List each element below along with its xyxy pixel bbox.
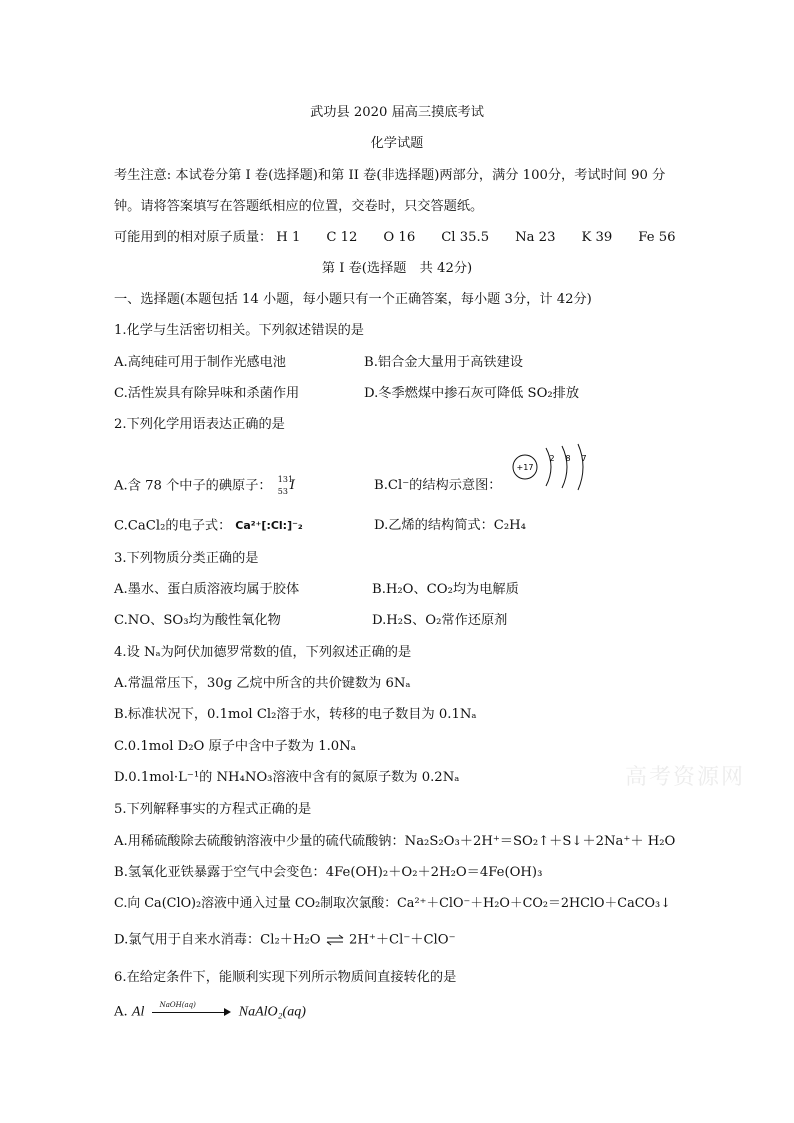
arrow-head-icon	[224, 1008, 231, 1016]
shell-1-electron-count: 2	[549, 454, 555, 463]
question-5-option-a: A.用稀硫酸除去硫酸钠溶液中少量的硫代硫酸钠：Na₂S₂O₃＋2H⁺＝SO₂↑＋S↓＋2Na⁺＋ H₂O	[114, 834, 676, 849]
question-5-option-c: C.向 Ca(ClO)₂溶液中通入过量 CO₂制取次氯酸：Ca²⁺＋ClO⁻＋H₂O＋CO₂＝2HClO＋CaCO₃↓	[114, 896, 671, 911]
question-1-option-a: A.高纯硅可用于制作光感电池	[114, 355, 286, 370]
section-heading: 一、选择题(本题包括 14 小题，每小题只有一个正确答案，每小题 3分，计 42分)	[114, 292, 592, 307]
atomic-mass-item: Fe 56	[638, 230, 676, 245]
question-2-option-d: D.乙烯的结构简式：C₂H₄	[374, 518, 526, 533]
question-6-option-a-label: A.	[114, 1004, 128, 1020]
isotope-atomic-number: 53	[277, 487, 288, 496]
reaction-product: NaAlO₂(aq)	[238, 1004, 306, 1020]
question-1-stem: 1.化学与生活密切相关。下列叙述错误的是	[114, 323, 364, 338]
question-4-option-d: D.0.1mol·L⁻¹的 NH₄NO₃溶液中含有的氮原子数为 0.2Nₐ	[114, 770, 460, 785]
atomic-mass-item: C 12	[326, 230, 358, 245]
question-5-option-d-right: 2H⁺＋Cl⁻＋ClO⁻	[348, 932, 456, 948]
question-4-stem: 4.设 Nₐ为阿伏加德罗常数的值，下列叙述正确的是	[114, 645, 412, 660]
exam-subject: 化学试题	[370, 136, 424, 151]
atomic-mass-item: H 1	[276, 230, 301, 245]
question-2-option-a-text: A.含 78 个中子的碘原子：	[114, 478, 272, 494]
reaction-arrow	[152, 1001, 232, 1020]
question-5-option-b: B.氢氧化亚铁暴露于空气中会变色：4Fe(OH)₂＋O₂＋2H₂O＝4Fe(OH)₃	[114, 865, 543, 880]
chloride-ion-structure-diagram	[506, 440, 596, 492]
question-2-option-c-text: C.CaCl₂的电子式：	[114, 518, 232, 534]
cacl2-electron-formula: Ca²⁺[:Cl:]⁻₂	[235, 519, 303, 532]
electron-shell-3-arc	[578, 444, 583, 490]
arrow-shaft	[152, 1012, 226, 1013]
reaction-reactant: Al	[131, 1004, 145, 1020]
notice-line-2: 钟。请将答案填写在答题纸相应的位置，交卷时，只交答题纸。	[114, 199, 484, 214]
exam-title: 武功县 2020 届高三摸底考试	[310, 105, 484, 120]
reversible-arrow-icon	[325, 932, 345, 948]
question-3-option-a: A.墨水、蛋白质溶液均属于胶体	[114, 582, 300, 597]
question-1-option-d: D.冬季燃煤中掺石灰可降低 SO₂排放	[364, 386, 580, 401]
iodine-isotope-notation	[276, 475, 306, 496]
shell-3-electron-count: 7	[581, 454, 587, 463]
isotope-element-symbol: I	[289, 478, 295, 493]
question-2-stem: 2.下列化学用语表达正确的是	[114, 417, 285, 432]
question-5-option-d-left: D.氯气用于自来水消毒：Cl₂＋H₂O	[114, 932, 321, 948]
question-6-stem: 6.在给定条件下，能顺利实现下列所示物质间直接转化的是	[114, 970, 457, 985]
question-5-stem: 5.下列解释事实的方程式正确的是	[114, 802, 312, 817]
question-3-option-b: B.H₂O、CO₂均为电解质	[372, 582, 519, 597]
question-2-option-c	[114, 518, 303, 535]
reaction-condition: NaOH(aq)	[159, 1001, 196, 1009]
atomic-mass-label: 可能用到的相对原子质量：	[114, 230, 273, 245]
atomic-mass-item: Cl 35.5	[441, 230, 490, 245]
electron-shell-2-arc	[562, 446, 567, 488]
question-4-option-a: A.常温常压下，30g 乙烷中所含的共价键数为 6Nₐ	[114, 676, 411, 691]
question-3-option-c: C.NO、SO₃均为酸性氧化物	[114, 613, 281, 628]
question-3-option-d: D.H₂S、O₂常作还原剂	[372, 613, 508, 628]
question-6-option-a	[114, 1001, 306, 1021]
part1-title: 第 I 卷(选择题 共 42分)	[321, 261, 473, 276]
atomic-mass-item: O 16	[383, 230, 416, 245]
atomic-mass-item: K 39	[581, 230, 613, 245]
shell-2-electron-count: 8	[565, 454, 571, 463]
question-4-option-c: C.0.1mol D₂O 原子中含中子数为 1.0Nₐ	[114, 739, 356, 754]
isotope-mass-number: 131	[277, 475, 294, 484]
question-2-option-b: B.Cl⁻的结构示意图：	[374, 478, 502, 493]
question-2-option-a	[114, 475, 306, 496]
question-1-option-b: B.铝合金大量用于高铁建设	[364, 355, 523, 370]
notice-line-1: 考生注意: 本试卷分第 I 卷(选择题)和第 II 卷(非选择题)两部分，满分 100分，考试时间 90 分	[114, 168, 666, 183]
atomic-mass-item: Na 23	[515, 230, 556, 245]
watermark: 高考资源网	[625, 765, 746, 790]
atomic-mass-line	[114, 230, 676, 246]
question-3-stem: 3.下列物质分类正确的是	[114, 551, 259, 566]
nucleus-charge: +17	[516, 463, 534, 472]
question-4-option-b: B.标准状况下，0.1mol Cl₂溶于水，转移的电子数目为 0.1Nₐ	[114, 707, 477, 722]
question-1-option-c: C.活性炭具有除异味和杀菌作用	[114, 386, 300, 401]
question-5-option-d	[114, 932, 456, 949]
